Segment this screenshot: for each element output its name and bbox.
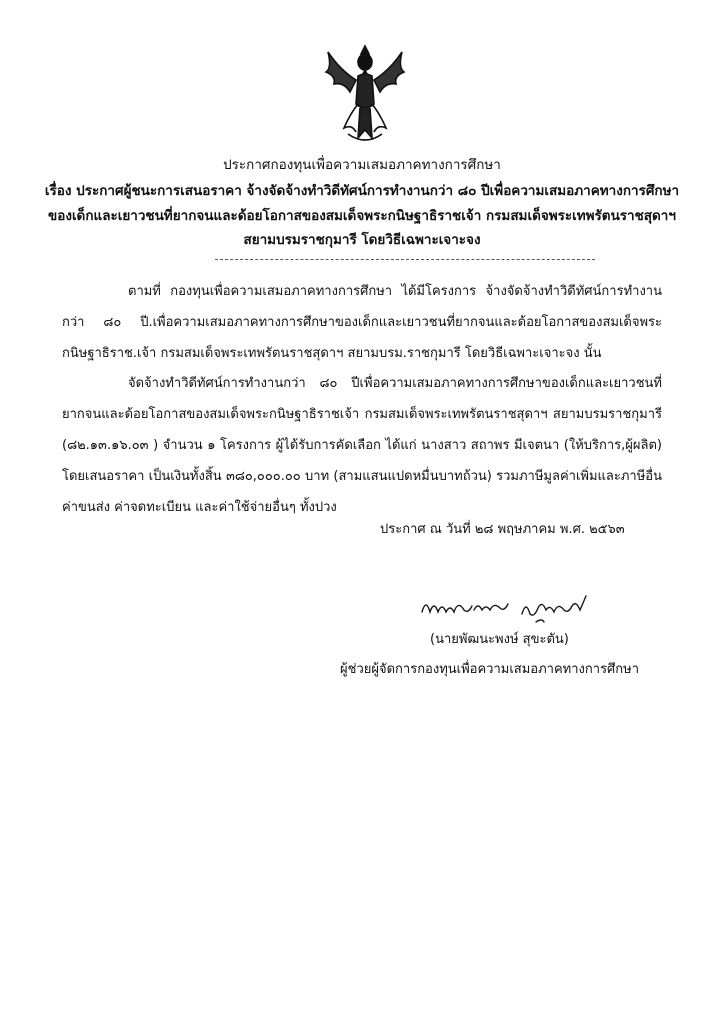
subject-line-2: ของเด็กและเยาวชนที่ยากจนและด้อยโอกาสของสมเด็จพระกนิษฐาธิราชเจ้า กรมสมเด็จพระเทพรัตนราชสุดาฯ: [48, 208, 676, 224]
subject-line-3: สยามบรมราชกุมารี โดยวิธีเฉพาะเจาะจง: [243, 232, 481, 248]
signer-name: (นายพัฒนะพงษ์ สุขะตัน): [430, 632, 569, 647]
garuda-emblem-icon: [322, 42, 408, 146]
paragraph-1: [62, 276, 662, 369]
handwritten-signature: [418, 588, 593, 624]
announcement-date: ประกาศ ณ วันที่ ๒๘ พฤษภาคม พ.ศ. ๒๕๖๓: [380, 522, 625, 537]
organization-heading: ประกาศกองทุนเพื่อความเสมอภาคทางการศึกษา: [223, 157, 501, 173]
paragraph-1-text: ตามที่ กองทุนเพื่อความเสมอภาคทางการศึกษา ได้มีโครงการ จ้างจัดจ้างทำวิดีทัศน์การทำงานกว่า ๘๐ ปี.เพื่อความเสมอภาคทางการศึกษาของเด็กและเยาวชนที่ยากจนและด้อยโอกาสของสมเด็จพระกนิษฐาธิราช.เจ้า กรมสมเด็จพระเทพรัตนราชสุดาฯ สยามบรม.ราชกุมารี โดยวิธีเฉพาะเจาะจง นั้น: [62, 284, 662, 361]
divider-line: [215, 259, 595, 260]
paragraph-2-text: จัดจ้างทำวิดีทัศน์การทำงานกว่า ๘๐ ปีเพื่อความเสมอภาคทางการศึกษาของเด็กและเยาวชนที่ยากจนและด้อยโอกาสของสมเด็จพระกนิษฐาธิราชเจ้า กรมสมเด็จพระเทพรัตนราชสุดาฯ สยามบรมราชกุมารี (๘๒.๑๓.๑๖.๐๓ ) จำนวน ๑ โครงการ ผู้ได้รับการคัดเลือก ได้แก่ นางสาว สถาพร มีเจตนา (ให้บริการ,ผู้ผลิต) โดยเสนอราคา เป็นเงินทั้งสิ้น ๓๘๐,๐๐๐.๐๐ บาท (สามแสนแปดหมื่นบาทถ้วน) รวมภาษีมูลค่าเพิ่มและภาษีอื่น ค่าขนส่ง ค่าจดทะเบียน และค่าใช้จ่ายอื่นๆ ทั้งปวง: [62, 376, 662, 515]
subject-line-1: เรื่อง ประกาศผู้ชนะการเสนอราคา จ้างจัดจ้างทำวิดีทัศน์การทำงานกว่า ๘๐ ปีเพื่อความเสมอภาคทางการศึกษา: [44, 183, 680, 199]
signer-position: ผู้ช่วยผู้จัดการกองทุนเพื่อความเสมอภาคทางการศึกษา: [340, 662, 640, 677]
paragraph-2: [62, 368, 662, 523]
